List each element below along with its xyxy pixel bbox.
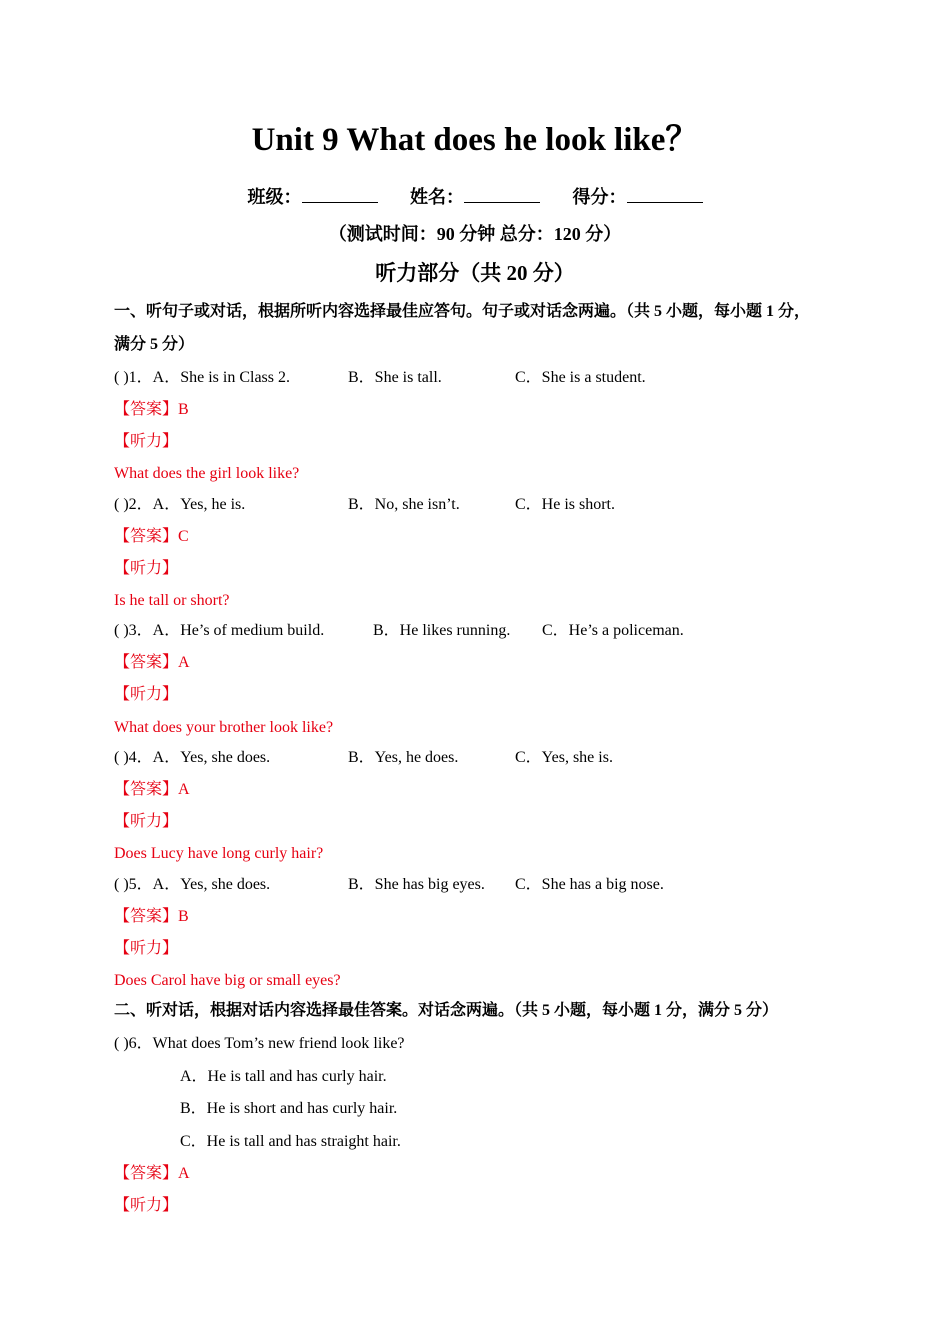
question-4-transcript: Does Lucy have long curly hair? xyxy=(114,845,324,862)
part2-instructions: 二、听对话，根据对话内容选择最佳答案。对话念两遍。（共 5 小题，每小题 1 分，满分 5 分） xyxy=(114,1002,779,1019)
name-blank[interactable] xyxy=(464,186,540,203)
name-field xyxy=(410,187,540,207)
part1-instructions-line2: 满分 5 分） xyxy=(114,336,195,353)
question-3-answer: 【答案】A xyxy=(114,654,190,671)
question-4-option-b: B．Yes, he does. xyxy=(348,749,459,766)
score-blank[interactable] xyxy=(627,186,703,203)
question-2-option-c: C．He is short. xyxy=(515,496,616,513)
score-field xyxy=(573,187,703,207)
question-6-answer: 【答案】A xyxy=(114,1165,190,1182)
question-4-option-c: C．Yes, she is. xyxy=(515,749,613,766)
question-5-option-b: B．She has big eyes. xyxy=(348,876,485,893)
page-title: Unit 9 What does he look like？ xyxy=(251,122,699,158)
question-4-listening-tag: 【听力】 xyxy=(114,813,179,830)
class-field xyxy=(248,187,378,207)
class-label: 班级： xyxy=(247,187,302,207)
score-label: 得分： xyxy=(572,187,627,207)
class-blank[interactable] xyxy=(302,186,378,203)
question-5-option-c: C．She has a big nose. xyxy=(515,876,664,893)
question-1-option-a: ( )1．A．She is in Class 2. xyxy=(114,369,291,386)
question-1-option-c: C．She is a student. xyxy=(515,369,646,386)
question-1-transcript: What does the girl look like? xyxy=(114,465,300,482)
question-6-option-a: A．He is tall and has curly hair. xyxy=(180,1068,387,1085)
question-2-transcript: Is he tall or short? xyxy=(114,592,230,609)
question-3-option-a: ( )3．A．He’s of medium build. xyxy=(114,622,325,639)
student-info-row xyxy=(0,183,950,211)
question-2-listening-tag: 【听力】 xyxy=(114,560,179,577)
part1-instructions-line1: 一、听句子或对话，根据所听内容选择最佳应答句。句子或对话念两遍。（共 5 小题，每小题 1 分， xyxy=(114,303,811,320)
question-5-transcript: Does Carol have big or small eyes? xyxy=(114,972,341,989)
question-3-transcript: What does your brother look like? xyxy=(114,719,334,736)
question-3-option-c: C．He’s a policeman. xyxy=(542,622,684,639)
test-info: （测试时间：90 分钟 总分：120 分） xyxy=(328,224,622,244)
question-2-option-b: B．No, she isn’t. xyxy=(348,496,460,513)
name-label: 姓名： xyxy=(410,187,464,207)
question-1-option-b: B．She is tall. xyxy=(348,369,442,386)
question-6-stem: ( )6．What does Tom’s new friend look like? xyxy=(114,1035,405,1052)
question-2-option-a: ( )2．A．Yes, he is. xyxy=(114,496,246,513)
question-6-option-c: C．He is tall and has straight hair. xyxy=(180,1133,401,1150)
question-2-answer: 【答案】C xyxy=(114,528,189,545)
question-5-option-a: ( )5．A．Yes, she does. xyxy=(114,876,271,893)
question-1-listening-tag: 【听力】 xyxy=(114,433,179,450)
question-4-answer: 【答案】A xyxy=(114,781,190,798)
question-3-listening-tag: 【听力】 xyxy=(114,686,179,703)
question-3-option-b: B．He likes running. xyxy=(373,622,511,639)
question-4-option-a: ( )4．A．Yes, she does. xyxy=(114,749,271,766)
question-5-answer: 【答案】B xyxy=(114,908,189,925)
question-6-option-b: B．He is short and has curly hair. xyxy=(180,1100,398,1117)
question-6-listening-tag: 【听力】 xyxy=(114,1197,179,1214)
listening-heading: 听力部分（共 20 分） xyxy=(375,261,575,285)
question-5-listening-tag: 【听力】 xyxy=(114,940,179,957)
question-1-answer: 【答案】B xyxy=(114,401,189,418)
